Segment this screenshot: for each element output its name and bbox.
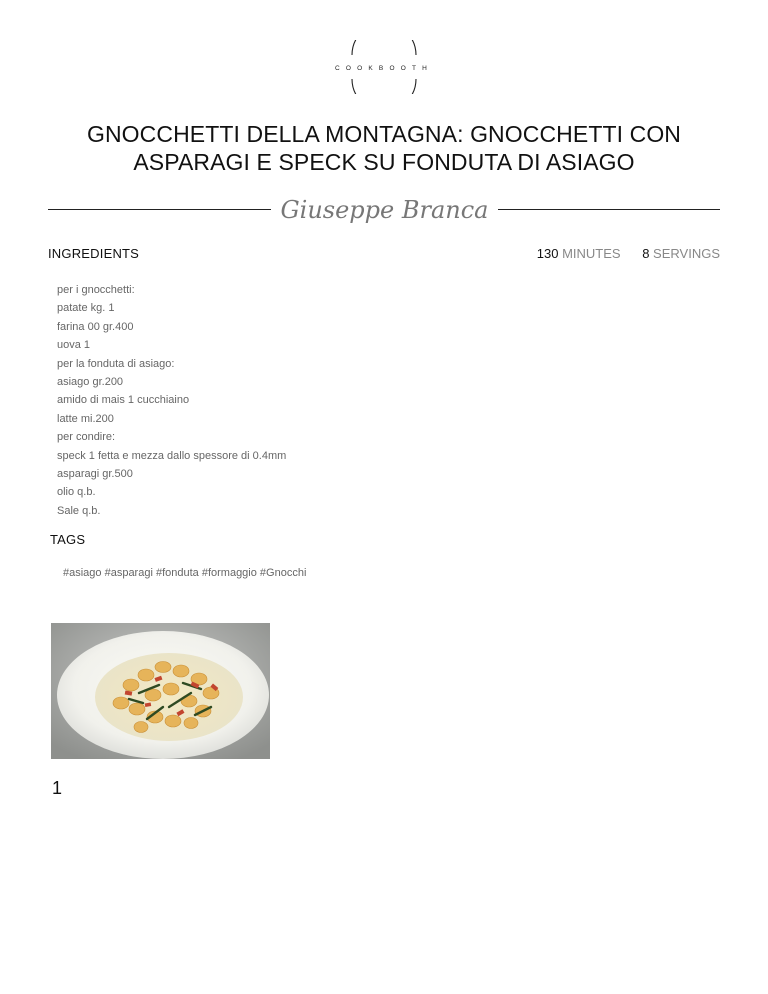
divider-left bbox=[48, 209, 271, 210]
dish-photo bbox=[51, 623, 270, 759]
ingredients-heading: INGREDIENTS bbox=[48, 246, 140, 261]
ingredient-item: speck 1 fetta e mezza dallo spessore di 0.4mm bbox=[57, 449, 287, 462]
ingredient-item: patate kg. 1 bbox=[57, 302, 115, 315]
recipe-title: GNOCCHETTI DELLA MONTAGNA: GNOCCHETTI CON ASPARAGI E SPECK SU FONDUTA DI ASIAGO bbox=[86, 121, 682, 175]
cookbooth-logo bbox=[327, 40, 441, 94]
logo-mark bbox=[327, 40, 441, 94]
author-name: Giuseppe Branca bbox=[280, 196, 489, 224]
servings-label: SERVINGS bbox=[653, 246, 720, 261]
ingredient-item: farina 00 gr.400 bbox=[57, 320, 134, 333]
ingredient-item: asiago gr.200 bbox=[57, 376, 124, 389]
servings-value: 8 bbox=[642, 246, 650, 261]
ingredient-item: per i gnocchetti: bbox=[57, 284, 135, 296]
time-value: 130 bbox=[536, 246, 559, 261]
ingredient-item: uova 1 bbox=[57, 339, 91, 352]
ingredient-item: per condire: bbox=[57, 431, 116, 444]
divider-right bbox=[498, 209, 720, 210]
ingredient-item: asparagi gr.500 bbox=[57, 468, 133, 481]
author-row bbox=[48, 192, 720, 228]
tag-list[interactable]: #asiago #asparagi #fonduta #formaggio #Gnocchi bbox=[63, 567, 307, 579]
ingredient-item: olio q.b. bbox=[57, 486, 96, 499]
tags-heading: TAGS bbox=[50, 532, 86, 547]
ingredient-item: Sale q.b. bbox=[57, 504, 101, 517]
logo-wordmark: COOKBOOTH bbox=[334, 65, 434, 72]
time-label: MINUTES bbox=[562, 246, 621, 261]
recipe-meta bbox=[537, 246, 720, 261]
ingredient-item: amido di mais 1 cucchiaino bbox=[57, 394, 190, 407]
time-info bbox=[537, 246, 621, 261]
ingredient-item: per la fonduta di asiago: bbox=[57, 357, 175, 370]
ingredient-item: latte mi.200 bbox=[57, 412, 114, 425]
ingredient-list bbox=[57, 281, 286, 520]
step-number: 1 bbox=[52, 778, 63, 798]
servings-info bbox=[642, 246, 720, 261]
gnocchi-plate-image bbox=[51, 623, 270, 759]
